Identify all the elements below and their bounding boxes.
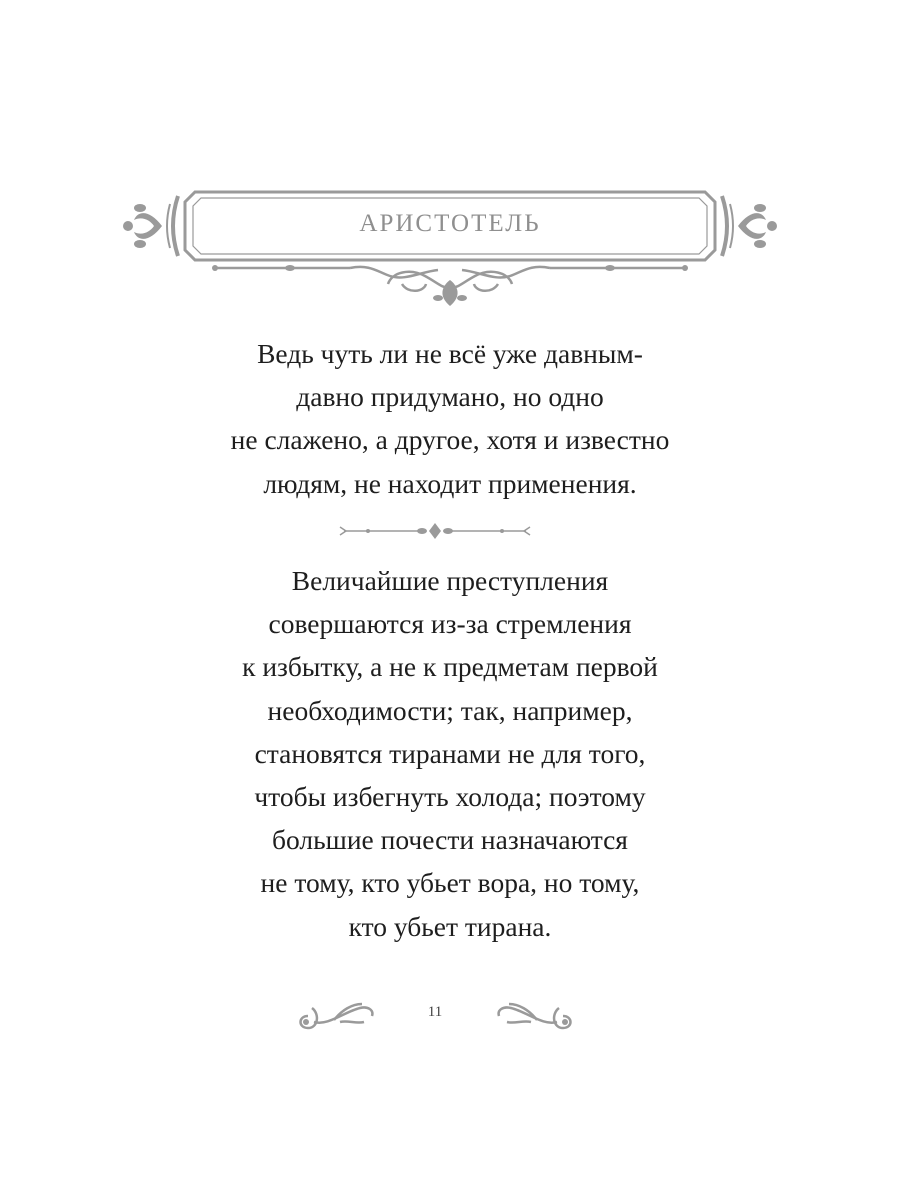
quote-block-2: [100, 559, 800, 948]
quote-line: Величайшие преступления: [291, 565, 609, 596]
header-ornament-frame: [120, 180, 780, 310]
quote-line: совершаются из-за стремления: [268, 608, 632, 640]
quote-line: необходимости; так, например,: [267, 694, 633, 726]
quote-line: не слажено, а другое, хотя и известно: [230, 424, 670, 456]
quote-line: кто убьет тирана.: [348, 910, 552, 942]
quote-line: большие почести назначаются: [272, 824, 628, 856]
quote-line: людям, не находит применения.: [263, 467, 637, 499]
quote-line: становятся тиранами не для того,: [254, 737, 646, 769]
quote-line: не тому, кто убьет вора, но тому,: [260, 867, 640, 899]
quote-line: Ведь чуть ли не всё уже давным-: [257, 338, 643, 369]
footer-flourish-right: [493, 996, 577, 1034]
footer-flourish-left: [294, 996, 378, 1034]
quote-line: чтобы избегнуть холода; поэтому: [254, 781, 646, 813]
author-title: АРИСТОТЕЛЬ: [359, 210, 541, 237]
quote-line: давно придумано, но одно: [296, 381, 604, 413]
quote-block-1: [100, 332, 800, 505]
divider-ornament: [338, 519, 532, 543]
page-number: 11: [427, 1004, 443, 1020]
quote-line: к избытку, а не к предметам первой: [242, 651, 658, 683]
